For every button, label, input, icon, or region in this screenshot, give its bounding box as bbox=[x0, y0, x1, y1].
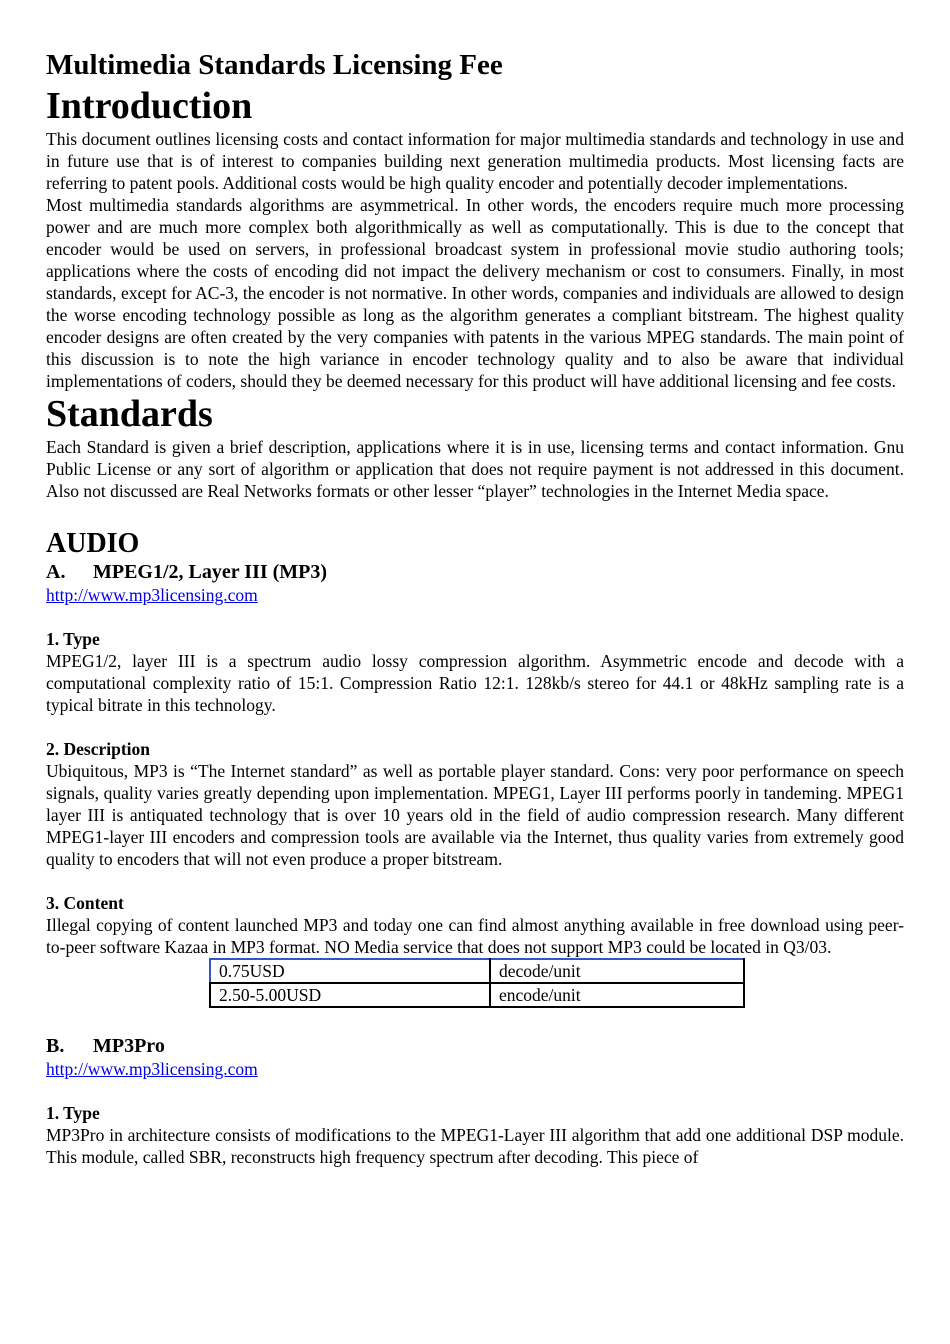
fee-unit-cell: decode/unit bbox=[490, 959, 744, 983]
introduction-heading: Introduction bbox=[46, 85, 253, 127]
mp3-description-text: Ubiquitous, MP3 is “The Internet standard” as well as portable player standard. Cons: very poor performance on speech signals, quality varies greatly depending upon implementation. MPEG1, Layer III performs poorly in tandeming. MPEG1 layer III is antiquated technology that is over 10 years old in the field of audio compression research. Many different MPEG1-layer III encoders and compression tools are available via the Internet, thus quality varies from extremely good quality to encoders that will not even produce a proper bitstream. bbox=[46, 761, 904, 869]
mp3pro-section-title: MP3Pro bbox=[93, 1035, 165, 1057]
document-content bbox=[46, 46, 904, 1168]
mp3-content-heading: 3. Content bbox=[46, 893, 124, 913]
mp3-section-heading bbox=[46, 560, 904, 584]
mp3-description-heading: 2. Description bbox=[46, 739, 151, 759]
mp3-fee-table bbox=[209, 958, 745, 1008]
document-title: Multimedia Standards Licensing Fee bbox=[46, 49, 503, 81]
table-row bbox=[210, 983, 744, 1007]
mp3-type-heading: 1. Type bbox=[46, 629, 100, 649]
mp3-licensing-link[interactable]: http://www.mp3licensing.com bbox=[46, 585, 258, 605]
mp3-content-text: Illegal copying of content launched MP3 and today one can find almost anything available in free download using peer-to-peer software Kazaa in MP3 format. NO Media service that does not support MP3 could be located in Q3/03. bbox=[46, 915, 904, 957]
fee-price-cell: 0.75USD bbox=[210, 959, 490, 983]
fee-unit-cell: encode/unit bbox=[490, 983, 744, 1007]
mp3pro-licensing-link[interactable]: http://www.mp3licensing.com bbox=[46, 1059, 258, 1079]
introduction-paragraph-1: This document outlines licensing costs and contact information for major multimedia standards and technology in use and in future use that is of interest to companies building next generation multimedia products. Most licensing facts are referring to patent pools. Additional costs would be high quality encoder and potentially decoder implementations. bbox=[46, 129, 904, 193]
fee-price-cell: 2.50-5.00USD bbox=[210, 983, 490, 1007]
mp3pro-type-text: MP3Pro in architecture consists of modifications to the MPEG1-Layer III algorithm that add one additional DSP module. This module, called SBR, reconstructs high frequency spectrum after decoding. This piece of bbox=[46, 1125, 904, 1167]
mp3-section-title: MPEG1/2, Layer III (MP3) bbox=[93, 561, 328, 583]
mp3pro-section-heading bbox=[46, 1034, 904, 1058]
audio-heading: AUDIO bbox=[46, 528, 140, 559]
standards-heading: Standards bbox=[46, 393, 213, 435]
mp3-type-text: MPEG1/2, layer III is a spectrum audio lossy compression algorithm. Asymmetric encode and decode with a computational complexity ratio of 15:1. Compression Ratio 12:1. 128kb/s stereo for 44.1 or 48kHz sampling rate is a typical bitrate in this technology. bbox=[46, 651, 904, 715]
mp3pro-section-letter: B. bbox=[46, 1035, 65, 1057]
table-row bbox=[210, 959, 744, 983]
introduction-paragraph-2: Most multimedia standards algorithms are asymmetrical. In other words, the encoders require much more processing power and are much more complex both algorithmically as well as computationally. This is due to the concept that encoder would be used on servers, in professional broadcast system in professional movie studio authoring tools; applications where the costs of encoding did not impact the delivery mechanism or cost to consumers. Finally, in most standards, except for AC-3, the encoder is not normative. In other words, companies and individuals are allowed to design the worse encoding technology possible as long as the algorithm generates a compliant bitstream. The highest quality encoder designs are often created by the very companies with patents in the various MPEG standards. The main point of this discussion is to note the high variance in encoder technology quality and to also be aware that individual implementations of coders, should they be deemed necessary for this product will have additional licensing and fee costs. bbox=[46, 195, 904, 391]
mp3pro-type-heading: 1. Type bbox=[46, 1103, 100, 1123]
standards-paragraph: Each Standard is given a brief description, applications where it is in use, licensing terms and contact information. Gnu Public License or any sort of algorithm or application that does not require payment is not addressed in this document. Also not discussed are Real Networks formats or other lesser “player” technologies in the Internet Media space. bbox=[46, 437, 904, 501]
mp3-section-letter: A. bbox=[46, 561, 66, 583]
